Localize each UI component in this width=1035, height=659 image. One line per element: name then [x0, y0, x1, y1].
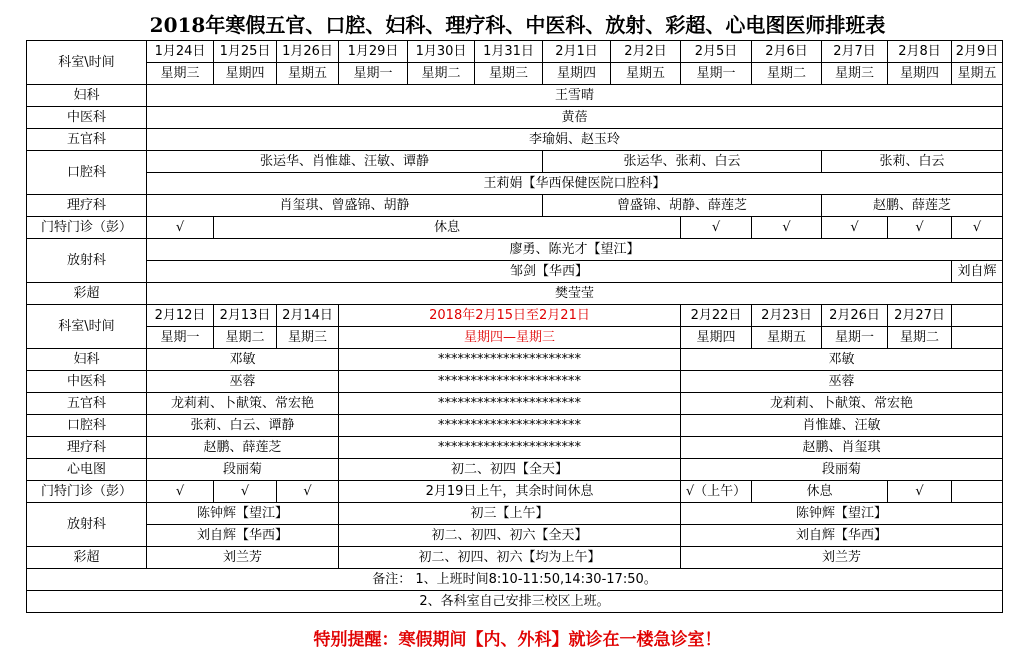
date-header: 2月6日 — [752, 41, 822, 63]
holiday-cell: 初二、初四、初六【全天】 — [339, 525, 681, 547]
schedule-cell: 段丽菊 — [681, 459, 1003, 481]
weekday-header: 星期二 — [752, 63, 822, 85]
holiday-cell: ********************** — [339, 349, 681, 371]
weekday-header: 星期二 — [888, 327, 952, 349]
schedule-cell: 张运华、肖惟雄、汪敏、谭静 — [147, 151, 543, 173]
holiday-weekdays: 星期四—星期三 — [339, 327, 681, 349]
schedule-cell: 龙莉莉、卜献策、常宏艳 — [681, 393, 1003, 415]
dept-label: 理疗科 — [27, 437, 147, 459]
holiday-range: 2018年2月15日至2月21日 — [339, 305, 681, 327]
schedule-cell: 休息 — [752, 481, 888, 503]
holiday-cell: ********************** — [339, 437, 681, 459]
note-line: 备注： 1、上班时间8:10-11:50,14:30-17:50。 — [27, 569, 1003, 591]
holiday-cell: ********************** — [339, 415, 681, 437]
schedule-cell: 廖勇、陈光才【望江】 — [147, 239, 1003, 261]
dept-label: 口腔科 — [27, 151, 147, 195]
weekday-header: 星期一 — [147, 327, 214, 349]
dept-label: 门特门诊（彭） — [27, 217, 147, 239]
check-cell: √ — [214, 481, 277, 503]
weekday-header: 星期五 — [277, 63, 339, 85]
page-title: 2018年寒假五官、口腔、妇科、理疗科、中医科、放射、彩超、心电图医师排班表 — [149, 13, 886, 37]
date-header: 2月27日 — [888, 305, 952, 327]
schedule-cell: 樊莹莹 — [147, 283, 1003, 305]
schedule-cell: 段丽菊 — [147, 459, 339, 481]
schedule-cell: 张莉、白云、谭静 — [147, 415, 339, 437]
schedule-cell: 肖惟雄、汪敏 — [681, 415, 1003, 437]
empty-cell — [952, 305, 1003, 327]
weekday-header: 星期三 — [147, 63, 214, 85]
schedule-cell: 刘自辉【华西】 — [147, 525, 339, 547]
schedule-cell: 张运华、张莉、白云 — [543, 151, 822, 173]
dept-label: 彩超 — [27, 283, 147, 305]
dept-label: 口腔科 — [27, 415, 147, 437]
weekday-header: 星期四 — [543, 63, 611, 85]
dept-label: 中医科 — [27, 107, 147, 129]
holiday-cell: 2月19日上午，其余时间休息 — [339, 481, 681, 503]
schedule-cell: 王雪晴 — [147, 85, 1003, 107]
empty-cell — [952, 327, 1003, 349]
weekday-header: 星期五 — [952, 63, 1003, 85]
schedule-cell: 龙莉莉、卜献策、常宏艳 — [147, 393, 339, 415]
weekday-header: 星期四 — [888, 63, 952, 85]
holiday-cell: ********************** — [339, 371, 681, 393]
special-reminder: 特别提醒：寒假期间【内、外科】就诊在一楼急诊室！ — [313, 630, 722, 650]
date-header: 2月5日 — [681, 41, 752, 63]
check-cell: √ — [147, 481, 214, 503]
weekday-header: 星期一 — [681, 63, 752, 85]
holiday-cell: 初三【上午】 — [339, 503, 681, 525]
schedule-cell: 赵鹏、薛莲芝 — [822, 195, 1003, 217]
empty-cell — [952, 481, 1003, 503]
dept-label: 五官科 — [27, 393, 147, 415]
weekday-header: 星期一 — [339, 63, 408, 85]
schedule-cell: 肖玺琪、曾盛锦、胡静 — [147, 195, 543, 217]
check-cell: √ — [952, 217, 1003, 239]
date-header: 1月29日 — [339, 41, 408, 63]
dept-label: 妇科 — [27, 349, 147, 371]
date-header: 2月8日 — [888, 41, 952, 63]
schedule-cell: 刘兰芳 — [681, 547, 1003, 569]
dept-label: 理疗科 — [27, 195, 147, 217]
schedule-cell: 王莉娟【华西保健医院口腔科】 — [147, 173, 1003, 195]
date-header: 2月23日 — [752, 305, 822, 327]
weekday-header: 星期二 — [214, 327, 277, 349]
note-line: 2、各科室自己安排三校区上班。 — [27, 591, 1003, 613]
schedule-cell: 刘兰芳 — [147, 547, 339, 569]
weekday-header: 星期三 — [475, 63, 543, 85]
date-header: 2月26日 — [822, 305, 888, 327]
date-header: 2月9日 — [952, 41, 1003, 63]
date-header: 2月14日 — [277, 305, 339, 327]
schedule-cell: 邹剑【华西】 — [147, 261, 952, 283]
dept-label: 放射科 — [27, 239, 147, 283]
schedule-cell: 邓敏 — [147, 349, 339, 371]
holiday-cell: 初二、初四【全天】 — [339, 459, 681, 481]
dept-label: 放射科 — [27, 503, 147, 547]
weekday-header: 星期四 — [214, 63, 277, 85]
schedule-cell: 张莉、白云 — [822, 151, 1003, 173]
date-header: 2月13日 — [214, 305, 277, 327]
date-header: 2月1日 — [543, 41, 611, 63]
check-cell: √ — [888, 217, 952, 239]
date-header: 2月7日 — [822, 41, 888, 63]
schedule-cell: 陈钟辉【望江】 — [147, 503, 339, 525]
weekday-header: 星期三 — [277, 327, 339, 349]
schedule-cell: 休息 — [214, 217, 681, 239]
schedule-cell: 邓敏 — [681, 349, 1003, 371]
schedule-cell: 赵鹏、薛莲芝 — [147, 437, 339, 459]
weekday-header: 星期五 — [611, 63, 681, 85]
header-dept-time: 科室\时间 — [27, 305, 147, 349]
date-header: 1月30日 — [408, 41, 475, 63]
schedule-cell: 巫蓉 — [681, 371, 1003, 393]
dept-label: 心电图 — [27, 459, 147, 481]
check-cell: √ — [147, 217, 214, 239]
schedule-cell: 赵鹏、肖玺琪 — [681, 437, 1003, 459]
check-cell: √ — [681, 217, 752, 239]
check-cell: √ — [822, 217, 888, 239]
date-header: 1月26日 — [277, 41, 339, 63]
holiday-cell: 初二、初四、初六【均为上午】 — [339, 547, 681, 569]
check-cell: √ — [888, 481, 952, 503]
weekday-header: 星期三 — [822, 63, 888, 85]
date-header: 1月31日 — [475, 41, 543, 63]
schedule-cell: 刘自辉 — [952, 261, 1003, 283]
schedule-cell: 李瑜娟、赵玉玲 — [147, 129, 1003, 151]
check-cell: √ — [752, 217, 822, 239]
dept-label: 五官科 — [27, 129, 147, 151]
schedule-cell: 陈钟辉【望江】 — [681, 503, 1003, 525]
check-cell: √（上午） — [681, 481, 752, 503]
holiday-cell: ********************** — [339, 393, 681, 415]
date-header: 2月12日 — [147, 305, 214, 327]
schedule-cell: 黄蓓 — [147, 107, 1003, 129]
date-header: 2月22日 — [681, 305, 752, 327]
header-dept-time: 科室\时间 — [27, 41, 147, 85]
weekday-header: 星期二 — [408, 63, 475, 85]
schedule-cell: 巫蓉 — [147, 371, 339, 393]
schedule-cell: 刘自辉【华西】 — [681, 525, 1003, 547]
schedule-table — [26, 40, 1003, 613]
dept-label: 中医科 — [27, 371, 147, 393]
weekday-header: 星期五 — [752, 327, 822, 349]
dept-label: 妇科 — [27, 85, 147, 107]
date-header: 2月2日 — [611, 41, 681, 63]
date-header: 1月25日 — [214, 41, 277, 63]
dept-label: 门特门诊（彭） — [27, 481, 147, 503]
dept-label: 彩超 — [27, 547, 147, 569]
date-header: 1月24日 — [147, 41, 214, 63]
weekday-header: 星期一 — [822, 327, 888, 349]
check-cell: √ — [277, 481, 339, 503]
weekday-header: 星期四 — [681, 327, 752, 349]
schedule-cell: 曾盛锦、胡静、薛莲芝 — [543, 195, 822, 217]
